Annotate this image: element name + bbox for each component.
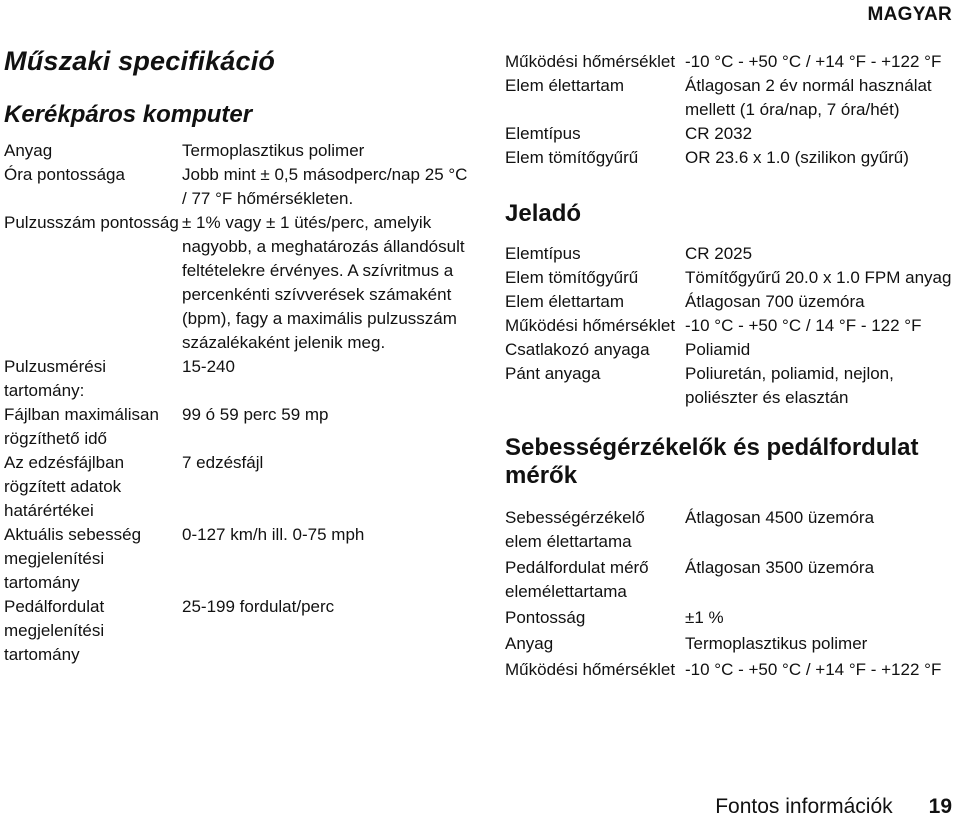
spec-label: Elemtípus <box>505 124 581 143</box>
spec-row-file-limits <box>4 451 474 523</box>
spec-label: Csatlakozó anyaga <box>505 340 650 359</box>
footer-section-title: Fontos információk <box>715 795 893 818</box>
spec-value: 25-199 fordulat/perc <box>182 597 335 616</box>
spec-row-accuracy <box>505 606 955 630</box>
left-column <box>4 44 474 667</box>
sensors-spec-list <box>505 506 955 682</box>
spec-label: Pulzusszám pontosság <box>4 213 179 232</box>
spec-row-battery-seal <box>505 266 955 290</box>
spec-label: Működési hőmérséklet <box>505 316 676 335</box>
spec-value: 15-240 <box>182 357 235 376</box>
spec-label: Működési hőmérséklet <box>505 660 676 679</box>
spec-label: Pedálfordulat mérő elemélettartama <box>505 558 649 601</box>
page-footer <box>715 795 952 819</box>
spec-row-battery-life <box>505 290 955 314</box>
spec-label: Elem tömítőgyűrű <box>505 148 639 167</box>
spec-row-speed-sensor-life <box>505 506 955 554</box>
spec-label: Elemtípus <box>505 244 581 263</box>
spec-value: Átlagosan 4500 üzemóra <box>685 508 875 527</box>
spec-value: OR 23.6 x 1.0 (szilikon gyűrű) <box>685 148 909 167</box>
spec-row-max-file-time <box>4 403 474 451</box>
spec-value: Átlagosan 700 üzemóra <box>685 292 865 311</box>
bike-computer-heading: Kerékpáros komputer <box>4 101 253 128</box>
spec-label: Aktuális sebesség megjelenítési tartomány <box>4 525 142 592</box>
spec-value: Termoplasztikus polimer <box>182 141 365 160</box>
spec-label: Fájlban maximálisan rögzíthető idő <box>4 405 159 448</box>
spec-row-speed-range <box>4 523 474 595</box>
spec-row-battery-seal <box>505 146 955 170</box>
spec-row-strap-material <box>505 362 955 410</box>
spec-label: Pánt anyaga <box>505 364 601 383</box>
spec-value: CR 2032 <box>685 124 753 143</box>
spec-value: 99 ó 59 perc 59 mp <box>182 405 329 424</box>
spec-row-operating-temp <box>505 314 955 338</box>
spec-row-heart-rate-range <box>4 355 474 403</box>
page-number: 19 <box>928 795 952 818</box>
spec-label: Óra pontossága <box>4 165 125 184</box>
spec-label: Pontosság <box>505 608 586 627</box>
spec-label: Pedálfordulat megjelenítési tartomány <box>4 597 105 664</box>
spec-value: Poliamid <box>685 340 751 359</box>
spec-row-battery-type <box>505 242 955 266</box>
spec-label: Elem élettartam <box>505 76 625 95</box>
spec-row-heart-rate-accuracy <box>4 211 474 355</box>
right-column <box>505 50 955 684</box>
bike-computer-spec-list <box>4 139 474 667</box>
spec-value: Tömítőgyűrű 20.0 x 1.0 FPM anyag <box>685 268 952 287</box>
spec-value: Termoplasztikus polimer <box>685 634 868 653</box>
spec-value: 7 edzésfájl <box>182 453 264 472</box>
spec-label: Sebességérzékelő elem élettartama <box>505 508 645 551</box>
bike-computer-spec-list-continued <box>505 50 955 170</box>
spec-value: 0-127 km/h ill. 0-75 mph <box>182 525 365 544</box>
spec-value: ±1 % <box>685 608 724 627</box>
language-label: MAGYAR <box>867 4 952 25</box>
spec-label: Működési hőmérséklet <box>505 52 676 71</box>
spec-row-cadence-range <box>4 595 474 667</box>
spec-value: -10 °C - +50 °C / +14 °F - +122 °F <box>685 52 942 71</box>
spec-label: Az edzésfájlban rögzített adatok határértékei <box>4 453 125 520</box>
spec-label: Anyag <box>4 141 53 160</box>
spec-row-battery-type <box>505 122 955 146</box>
spec-value: -10 °C - +50 °C / 14 °F - 122 °F <box>685 316 922 335</box>
spec-row-material <box>505 632 955 656</box>
spec-row-operating-temp <box>505 50 955 74</box>
spec-value: Poliuretán, poliamid, nejlon, poliészter és elasztán <box>685 364 894 407</box>
spec-row-material <box>4 139 474 163</box>
spec-row-operating-temp <box>505 658 955 682</box>
spec-value: Jobb mint ± 0,5 másodperc/nap 25 °C / 77 °F hőmérsékleten. <box>182 165 468 208</box>
page-title: Műszaki specifikáció <box>4 46 276 76</box>
spec-label: Elem élettartam <box>505 292 625 311</box>
spec-row-cadence-sensor-life <box>505 556 955 604</box>
spec-value: Átlagosan 2 év normál használat mellett (1 óra/nap, 7 óra/hét) <box>685 76 932 119</box>
spec-label: Elem tömítőgyűrű <box>505 268 639 287</box>
spec-value: Átlagosan 3500 üzemóra <box>685 558 875 577</box>
spec-value: ± 1% vagy ± 1 ütés/perc, amelyik nagyobb, a meghatározás állandósult feltételekre érvényes. A szívritmus a percenkénti szívverések számaként (bpm), fagy a maximális pulzusszám százalékaként jelenik meg. <box>182 213 465 352</box>
spec-row-clock-accuracy <box>4 163 474 211</box>
sensors-heading: Sebességérzékelők és pedálfordulat mérők <box>505 434 919 489</box>
spec-value: -10 °C - +50 °C / +14 °F - +122 °F <box>685 660 942 679</box>
spec-label: Anyag <box>505 634 554 653</box>
spec-value: CR 2025 <box>685 244 753 263</box>
spec-row-connector-material <box>505 338 955 362</box>
spec-row-battery-life <box>505 74 955 122</box>
transmitter-heading: Jeladó <box>505 200 582 227</box>
spec-label: Pulzusmérési tartomány: <box>4 357 107 400</box>
transmitter-spec-list <box>505 242 955 410</box>
